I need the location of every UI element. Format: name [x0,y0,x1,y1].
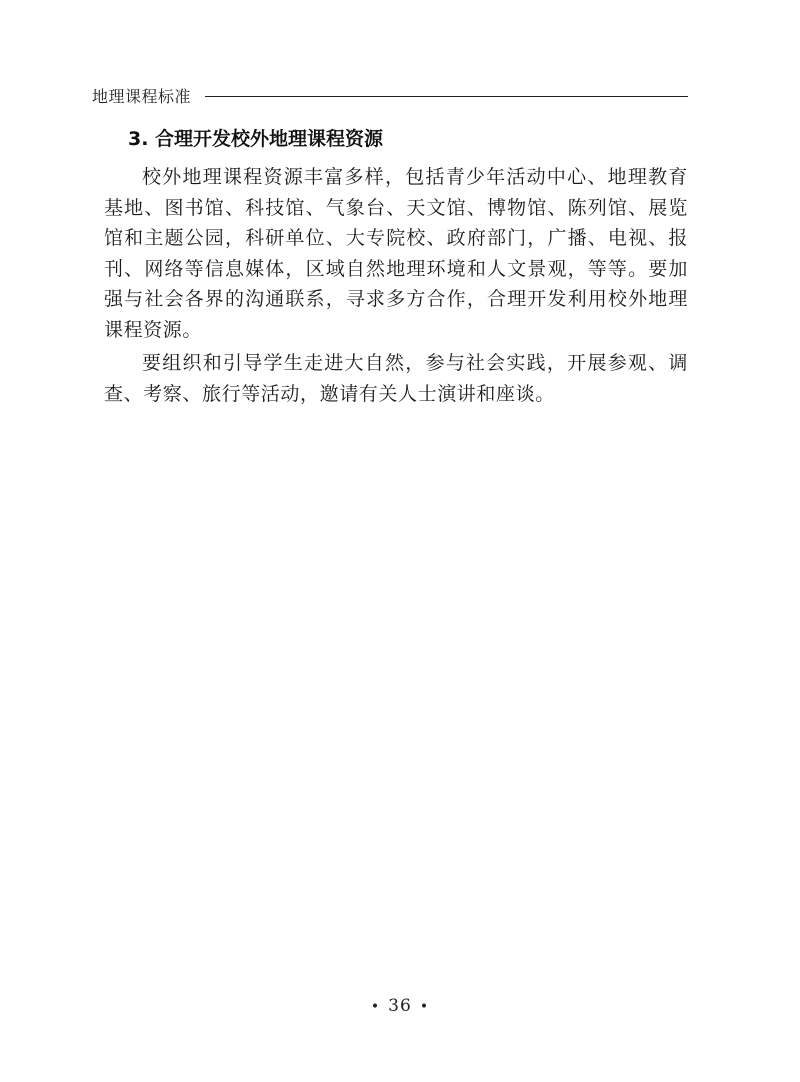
running-header-title: 地理课程标准 [92,86,192,106]
page-number [0,996,800,1016]
section-heading: 3. 合理开发校外地理课程资源 [128,128,384,150]
running-header [92,84,688,106]
page-content [104,124,688,409]
page-number-left-dot: • [370,999,381,1015]
paragraph-1: 校外地理课程资源丰富多样，包括青少年活动中心、地理教育基地、图书馆、科技馆、气象台、天文馆、博物馆、陈列馆、展览馆和主题公园，科研单位、大专院校、政府部门，广播、电视、报刊、网络等信息媒体，区域自然地理环境和人文景观，等等。要加强与社会各界的沟通联系，寻求多方合作，合理开发利用校外地理课程资源。 [104,166,688,341]
header-rule [205,96,688,97]
page-number-value: 36 [388,996,412,1016]
paragraph-2: 要组织和引导学生走进大自然，参与社会实践，开展参观、调查、考察、旅行等活动，邀请有关人士演讲和座谈。 [104,352,688,405]
page-number-right-dot: • [419,999,430,1015]
